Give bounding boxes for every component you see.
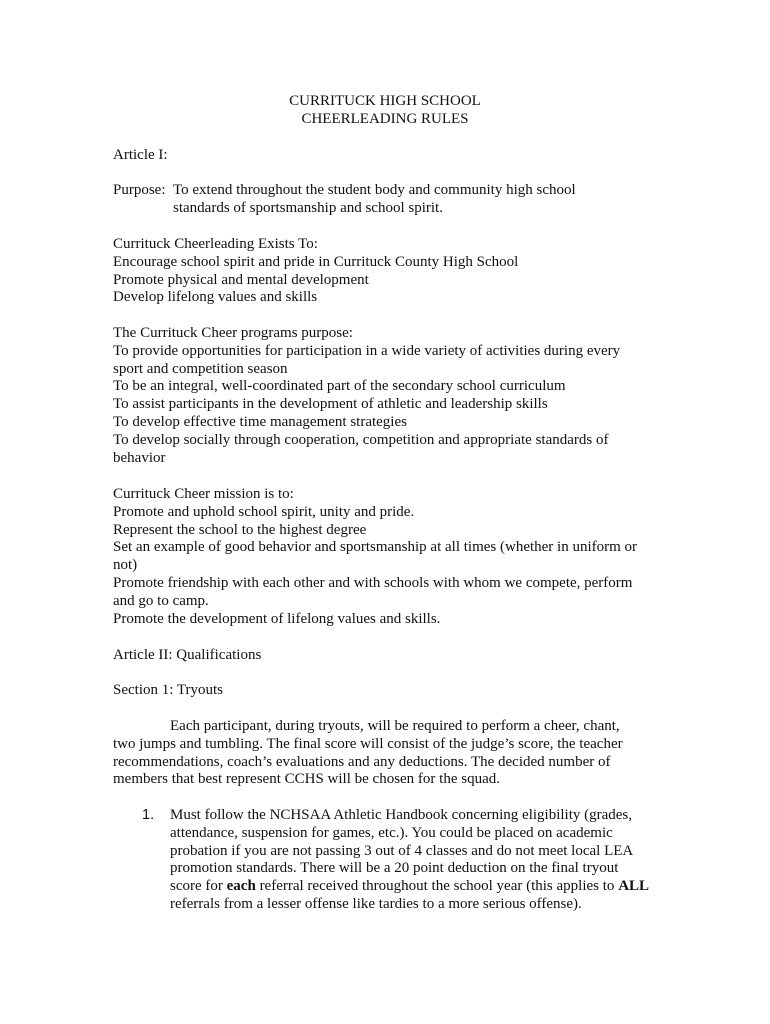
emphasis-all: ALL — [618, 878, 650, 895]
text-line: not) — [113, 557, 138, 574]
list-item: Promote physical and mental development — [113, 271, 369, 288]
rule-text — [170, 807, 670, 914]
text-line: Promote friendship with each other and with schools with whom we compete, perform — [113, 574, 633, 591]
text-line: score for each referral received throughout the school year (this applies to ALL — [170, 878, 650, 895]
text-line: To develop effective time management strategies — [113, 413, 407, 430]
purpose-label: Purpose: — [113, 182, 166, 198]
article-1-heading: Article I: — [113, 147, 168, 163]
text-line: To assist participants in the development of athletic and leadership skills — [113, 396, 548, 413]
exists-section — [113, 236, 658, 307]
text-line: members that best represent CCHS will be chosen for the squad. — [113, 771, 500, 788]
section-heading: The Currituck Cheer programs purpose: — [113, 325, 353, 341]
list-item: Encourage school spirit and pride in Currituck County High School — [113, 253, 519, 270]
text-line: behavior — [113, 449, 166, 466]
text-line: To develop socially through cooperation, competition and appropriate standards of — [113, 431, 609, 448]
text-line: recommendations, coach’s evaluations and any deductions. The decided number of — [113, 753, 611, 770]
article-2-heading: Article II: Qualifications — [113, 647, 262, 663]
section-1-heading: Section 1: Tryouts — [113, 682, 224, 698]
text-line: referrals from a lesser offense like tardies to a more serious offense). — [170, 895, 582, 912]
section-heading: Currituck Cheerleading Exists To: — [113, 236, 318, 252]
text-line: and go to camp. — [113, 592, 209, 609]
text-line: To be an integral, well-coordinated part of the secondary school curriculum — [113, 378, 566, 395]
text-line: Set an example of good behavior and sportsmanship at all times (whether in uniform or — [113, 539, 638, 556]
purpose-text-line: To extend throughout the student body and community high school — [173, 182, 576, 198]
emphasis-each: each — [226, 878, 256, 895]
section-heading: Currituck Cheer mission is to: — [113, 486, 294, 502]
text-line: two jumps and tumbling. The final score will consist of the judge’s score, the teacher — [113, 735, 623, 752]
text-line: promotion standards. There will be a 20 point deduction on the final tryout — [170, 860, 619, 877]
text-line: attendance, suspension for games, etc.). You could be placed on academic — [170, 824, 613, 841]
text-line: sport and competition season — [113, 360, 288, 377]
list-number: 1. — [142, 807, 155, 823]
text-line: Each participant, during tryouts, will be required to perform a cheer, chant, — [170, 718, 620, 734]
text-line: probation if you are not passing 3 out of 4 classes and do not meet local LEA — [170, 842, 634, 859]
purpose-section — [113, 182, 658, 218]
school-title: CURRITUCK HIGH SCHOOL — [289, 93, 481, 109]
tryouts-paragraph — [113, 718, 658, 789]
purpose-text-line: standards of sportsmanship and school spirit. — [173, 199, 443, 216]
programs-section — [113, 325, 658, 467]
list-item: Develop lifelong values and skills — [113, 289, 318, 306]
text-line: Promote the development of lifelong values and skills. — [113, 610, 441, 627]
document-title: CHEERLEADING RULES — [301, 111, 469, 127]
text-line: Promote and uphold school spirit, unity and pride. — [113, 503, 415, 520]
text-line: To provide opportunities for participation in a wide variety of activities during every — [113, 342, 621, 359]
text-line: Represent the school to the highest degree — [113, 521, 367, 538]
mission-section — [113, 486, 658, 628]
text-line: Must follow the NCHSAA Athletic Handbook concerning eligibility (grades, — [170, 807, 633, 823]
